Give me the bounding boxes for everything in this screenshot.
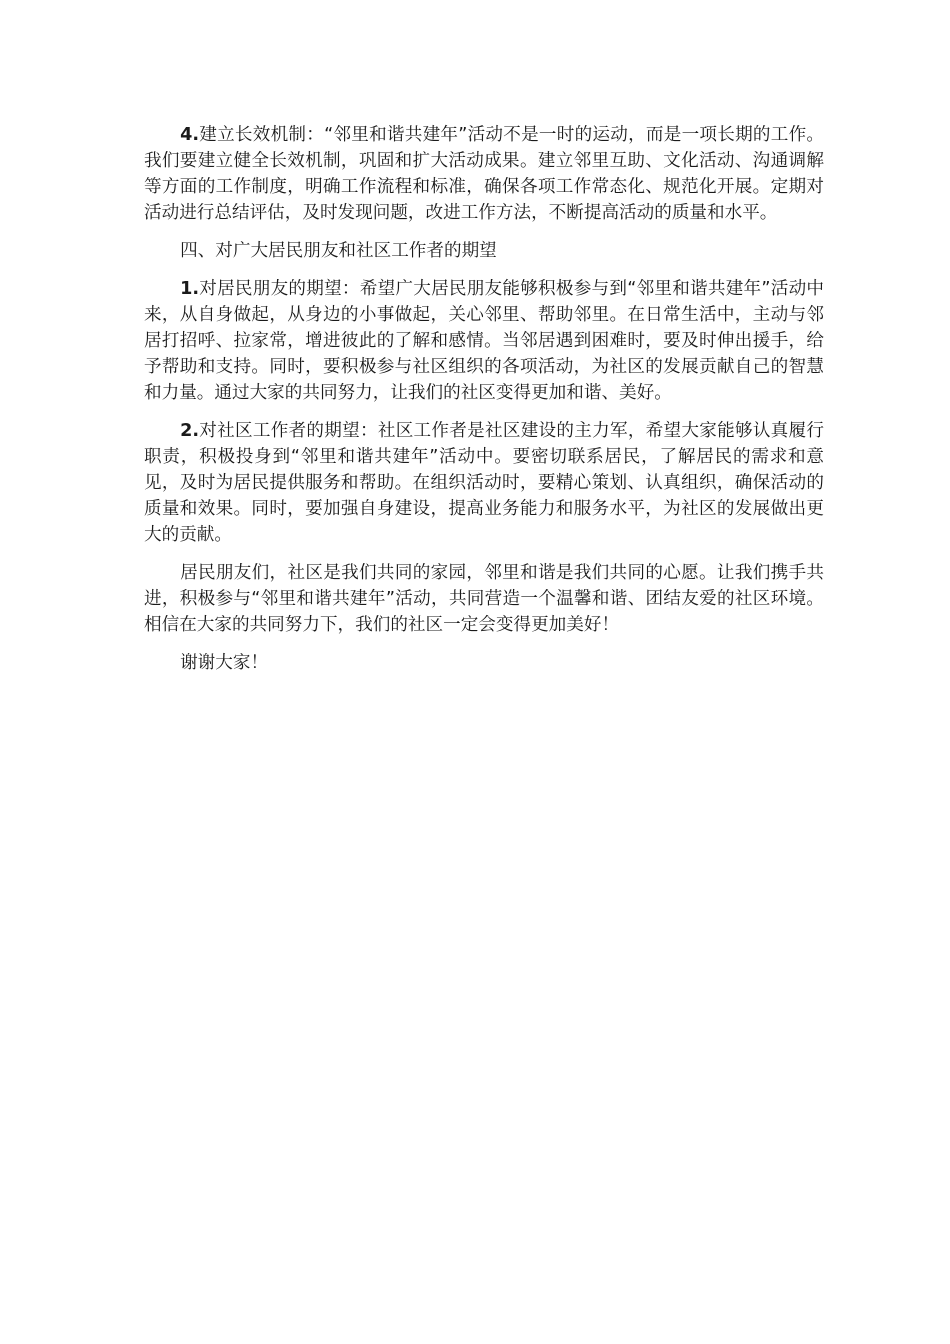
paragraph-thanks	[144, 650, 824, 676]
paragraph-closing	[144, 560, 824, 638]
paragraph-number: 4.	[180, 125, 200, 145]
paragraph-text: 对社区工作者的期望：社区工作者是社区建设的主力军，希望大家能够认真履行职责，积极投身到“邻里和谐共建年”活动中。要密切联系居民，了解居民的需求和意见，及时为居民提供服务和帮助。在组织活动时，要精心策划、认真组织，确保活动的质量和效果。同时，要加强自身建设，提高业务能力和服务水平，为社区的发展做出更大的贡献。	[144, 421, 824, 545]
paragraph-number: 1.	[180, 279, 200, 299]
paragraph-long-term-mechanism	[144, 122, 824, 226]
paragraph-text: 建立长效机制：“邻里和谐共建年”活动不是一时的运动，而是一项长期的工作。我们要建立健全长效机制，巩固和扩大活动成果。建立邻里互助、文化活动、沟通调解等方面的工作制度，明确工作流程和标准，确保各项工作常态化、规范化开展。定期对活动进行总结评估，及时发现问题，改进工作方法，不断提高活动的质量和水平。	[144, 125, 824, 223]
paragraph-residents-expectation	[144, 276, 824, 406]
paragraph-number: 2.	[180, 421, 200, 441]
section-heading-expectations	[144, 238, 824, 264]
paragraph-text: 谢谢大家！	[180, 653, 269, 673]
paragraph-text: 对居民朋友的期望：希望广大居民朋友能够积极参与到“邻里和谐共建年”活动中来，从自身做起，从身边的小事做起，关心邻里、帮助邻里。在日常生活中，主动与邻居打招呼、拉家常，增进彼此的了解和感情。当邻居遇到困难时，要及时伸出援手，给予帮助和支持。同时，要积极参与社区组织的各项活动，为社区的发展贡献自己的智慧和力量。通过大家的共同努力，让我们的社区变得更加和谐、美好。	[144, 279, 824, 403]
paragraph-workers-expectation	[144, 418, 824, 548]
document-page	[144, 122, 824, 688]
paragraph-text: 居民朋友们，社区是我们共同的家园，邻里和谐是我们共同的心愿。让我们携手共进，积极参与“邻里和谐共建年”活动，共同营造一个温馨和谐、团结友爱的社区环境。相信在大家的共同努力下，我们的社区一定会变得更加美好！	[144, 563, 824, 635]
section-heading-text: 四、对广大居民朋友和社区工作者的期望	[180, 241, 497, 261]
